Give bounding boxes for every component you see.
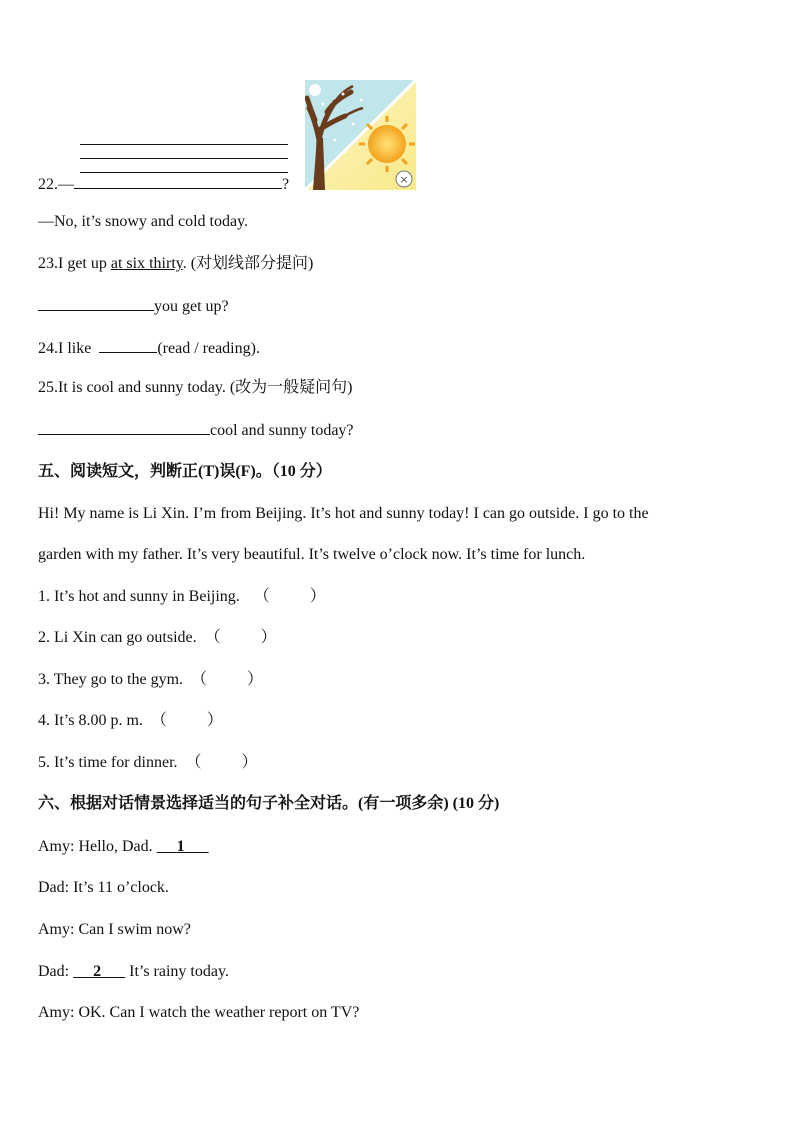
- section5-paragraph-line2: garden with my father. It’s very beautiful. It’s twelve o’clock now. It’s time for lunch.: [38, 546, 586, 563]
- answer-line-2: [80, 158, 288, 159]
- q22-number: 22.: [38, 176, 58, 193]
- dialogue-line-1: Amy: Hello, Dad. 1: [38, 837, 209, 857]
- q23-suffix: . (对划线部分提问): [182, 255, 314, 272]
- section5-paragraph-line1: Hi! My name is Li Xin. I’m from Beijing. It’s hot and sunny today! I can go outside. I go to the: [38, 505, 649, 522]
- tf-item-5: 5. It’s time for dinner. （ ）: [38, 754, 258, 771]
- q25-line: 25.It is cool and sunny today. (改为一般疑问句): [38, 379, 353, 396]
- q23-line: [38, 254, 313, 274]
- dialogue-line-3: Amy: Can I swim now?: [38, 921, 191, 938]
- dialogue-blank-1[interactable]: 1: [176, 838, 185, 855]
- q25-blank: [38, 420, 210, 435]
- q22-end: ?: [282, 176, 290, 193]
- answer-line-1: [80, 144, 288, 145]
- q25-answer-tail: cool and sunny today?: [210, 422, 354, 439]
- q23-blank: [38, 296, 154, 311]
- section5-title: 五、阅读短文，判断正(T)误(F)。（10 分）: [38, 463, 332, 480]
- dialogue-line-2: Dad: It’s 11 o’clock.: [38, 879, 169, 896]
- answer-line-3: [80, 172, 288, 173]
- q22-dash: —: [58, 176, 74, 193]
- q23-answer-tail: you get up?: [154, 298, 229, 315]
- q23-prefix: 23.I get up: [38, 255, 111, 272]
- q22-reply: —No, it’s snowy and cold today.: [38, 213, 249, 230]
- dialogue-blank-2[interactable]: 2: [93, 963, 102, 980]
- dialogue-line-5: Amy: OK. Can I watch the weather report on TV?: [38, 1004, 360, 1021]
- q23-underlined: at six thirty: [110, 255, 183, 272]
- dialogue-line-4: Dad: 2 It’s rainy today.: [38, 963, 229, 980]
- q24-suffix: (read / reading).: [157, 340, 260, 357]
- q24-prefix: 24.I like: [38, 340, 96, 357]
- tf-item-4: 4. It’s 8.00 p. m. （ ）: [38, 712, 223, 729]
- q25-answer: [38, 420, 354, 441]
- q22-line: [38, 174, 289, 195]
- close-icon[interactable]: ×: [399, 173, 409, 186]
- q24-line: [38, 338, 260, 359]
- winter-summer-icon: [305, 80, 416, 190]
- tf-item-1: 1. It’s hot and sunny in Beijing. （ ）: [38, 588, 326, 605]
- q24-blank: [99, 338, 157, 353]
- tf-item-3: 3. They go to the gym. （ ）: [38, 671, 264, 688]
- q22-blank: [74, 174, 282, 189]
- weather-figure: [305, 80, 416, 190]
- q23-answer: [38, 296, 229, 317]
- tf-item-2: 2. Li Xin can go outside. （ ）: [38, 629, 277, 646]
- section6-title: 六、根据对话情景选择适当的句子补全对话。(有一项多余) (10 分): [38, 795, 500, 812]
